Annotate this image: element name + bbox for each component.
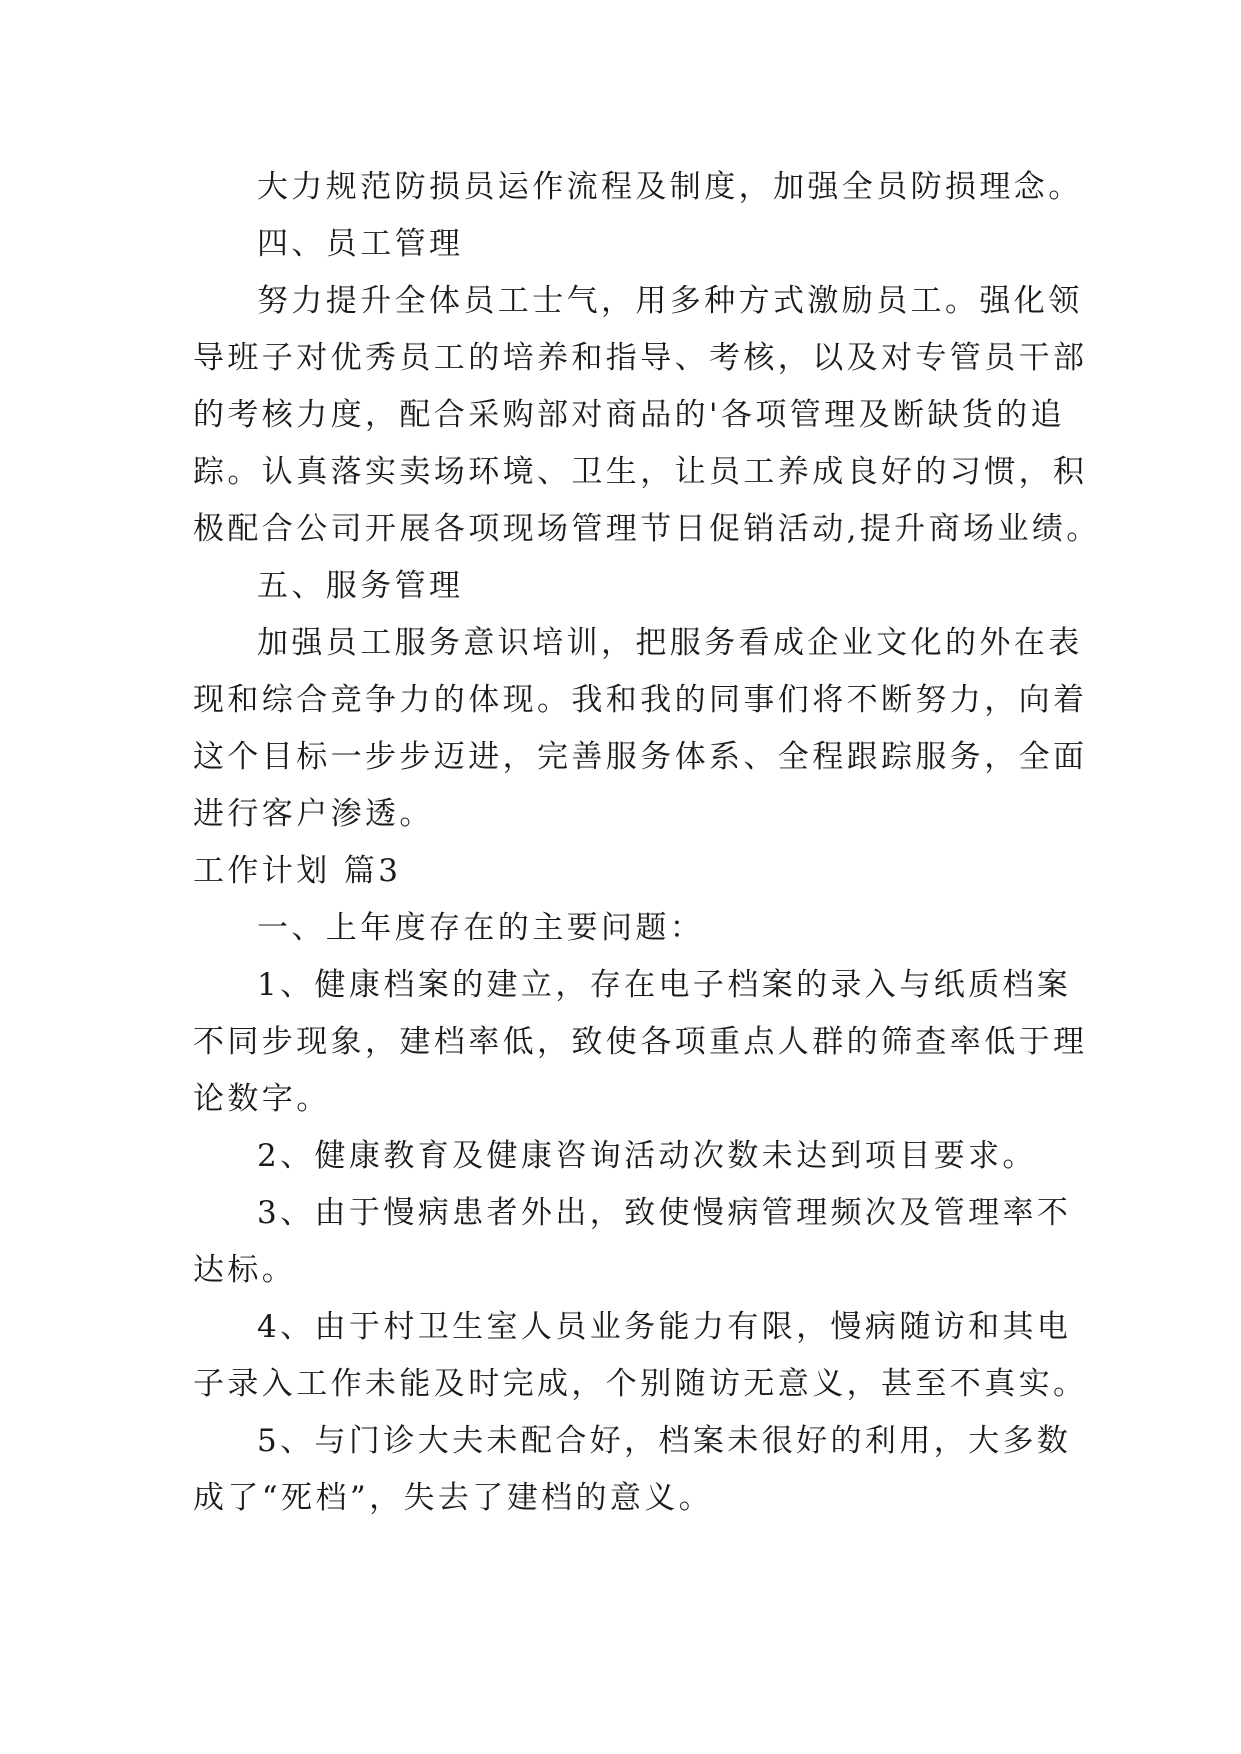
paragraph-line: 努力提升全体员工士气，用多种方式激励员工。强化领: [257, 283, 1083, 319]
paragraph-line: 进行客户渗透。: [193, 796, 434, 832]
paragraph-line: 的考核力度，配合采购部对商品的'各项管理及断缺货的追: [193, 397, 1065, 433]
list-item-2: 2、健康教育及健康咨询活动次数未达到项目要求。: [257, 1138, 1037, 1174]
subheading-main-problems: 一、上年度存在的主要问题：: [257, 910, 705, 946]
list-item-5: 5、与门诊大夫未配合好，档案未很好的利用，大多数: [257, 1423, 1072, 1459]
list-item-3: 3、由于慢病患者外出，致使慢病管理频次及管理率不: [257, 1195, 1072, 1231]
section-heading-staff-management: 四、员工管理: [257, 226, 464, 262]
paragraph-line: 加强员工服务意识培训，把服务看成企业文化的外在表: [257, 625, 1083, 661]
section-title-work-plan-3: 工作计划 篇3: [193, 853, 402, 889]
paragraph-line: 现和综合竞争力的体现。我和我的同事们将不断努力，向着: [193, 682, 1088, 718]
paragraph-line: 大力规范防损员运作流程及制度，加强全员防损理念。: [257, 169, 1083, 205]
paragraph-line: 极配合公司开展各项现场管理节日促销活动,提升商场业绩。: [193, 511, 1101, 547]
paragraph-line: 踪。认真落实卖场环境、卫生，让员工养成良好的习惯，积: [193, 454, 1088, 490]
paragraph-line: 这个目标一步步迈进，完善服务体系、全程跟踪服务，全面: [193, 739, 1088, 775]
list-item-3-continued: 达标。: [193, 1252, 297, 1288]
list-item-5-continued: 成了“死档”，失去了建档的意义。: [193, 1480, 714, 1516]
paragraph-line: 导班子对优秀员工的培养和指导、考核，以及对专管员干部: [193, 340, 1088, 376]
list-item-1-continued: 不同步现象，建档率低，致使各项重点人群的筛查率低于理: [193, 1024, 1088, 1060]
list-item-1: 1、健康档案的建立，存在电子档案的录入与纸质档案: [257, 967, 1072, 1003]
section-heading-service-management: 五、服务管理: [257, 568, 464, 604]
list-item-1-continued: 论数字。: [193, 1081, 331, 1117]
list-item-4: 4、由于村卫生室人员业务能力有限，慢病随访和其电: [257, 1309, 1072, 1345]
list-item-4-continued: 子录入工作未能及时完成，个别随访无意义，甚至不真实。: [193, 1366, 1088, 1402]
